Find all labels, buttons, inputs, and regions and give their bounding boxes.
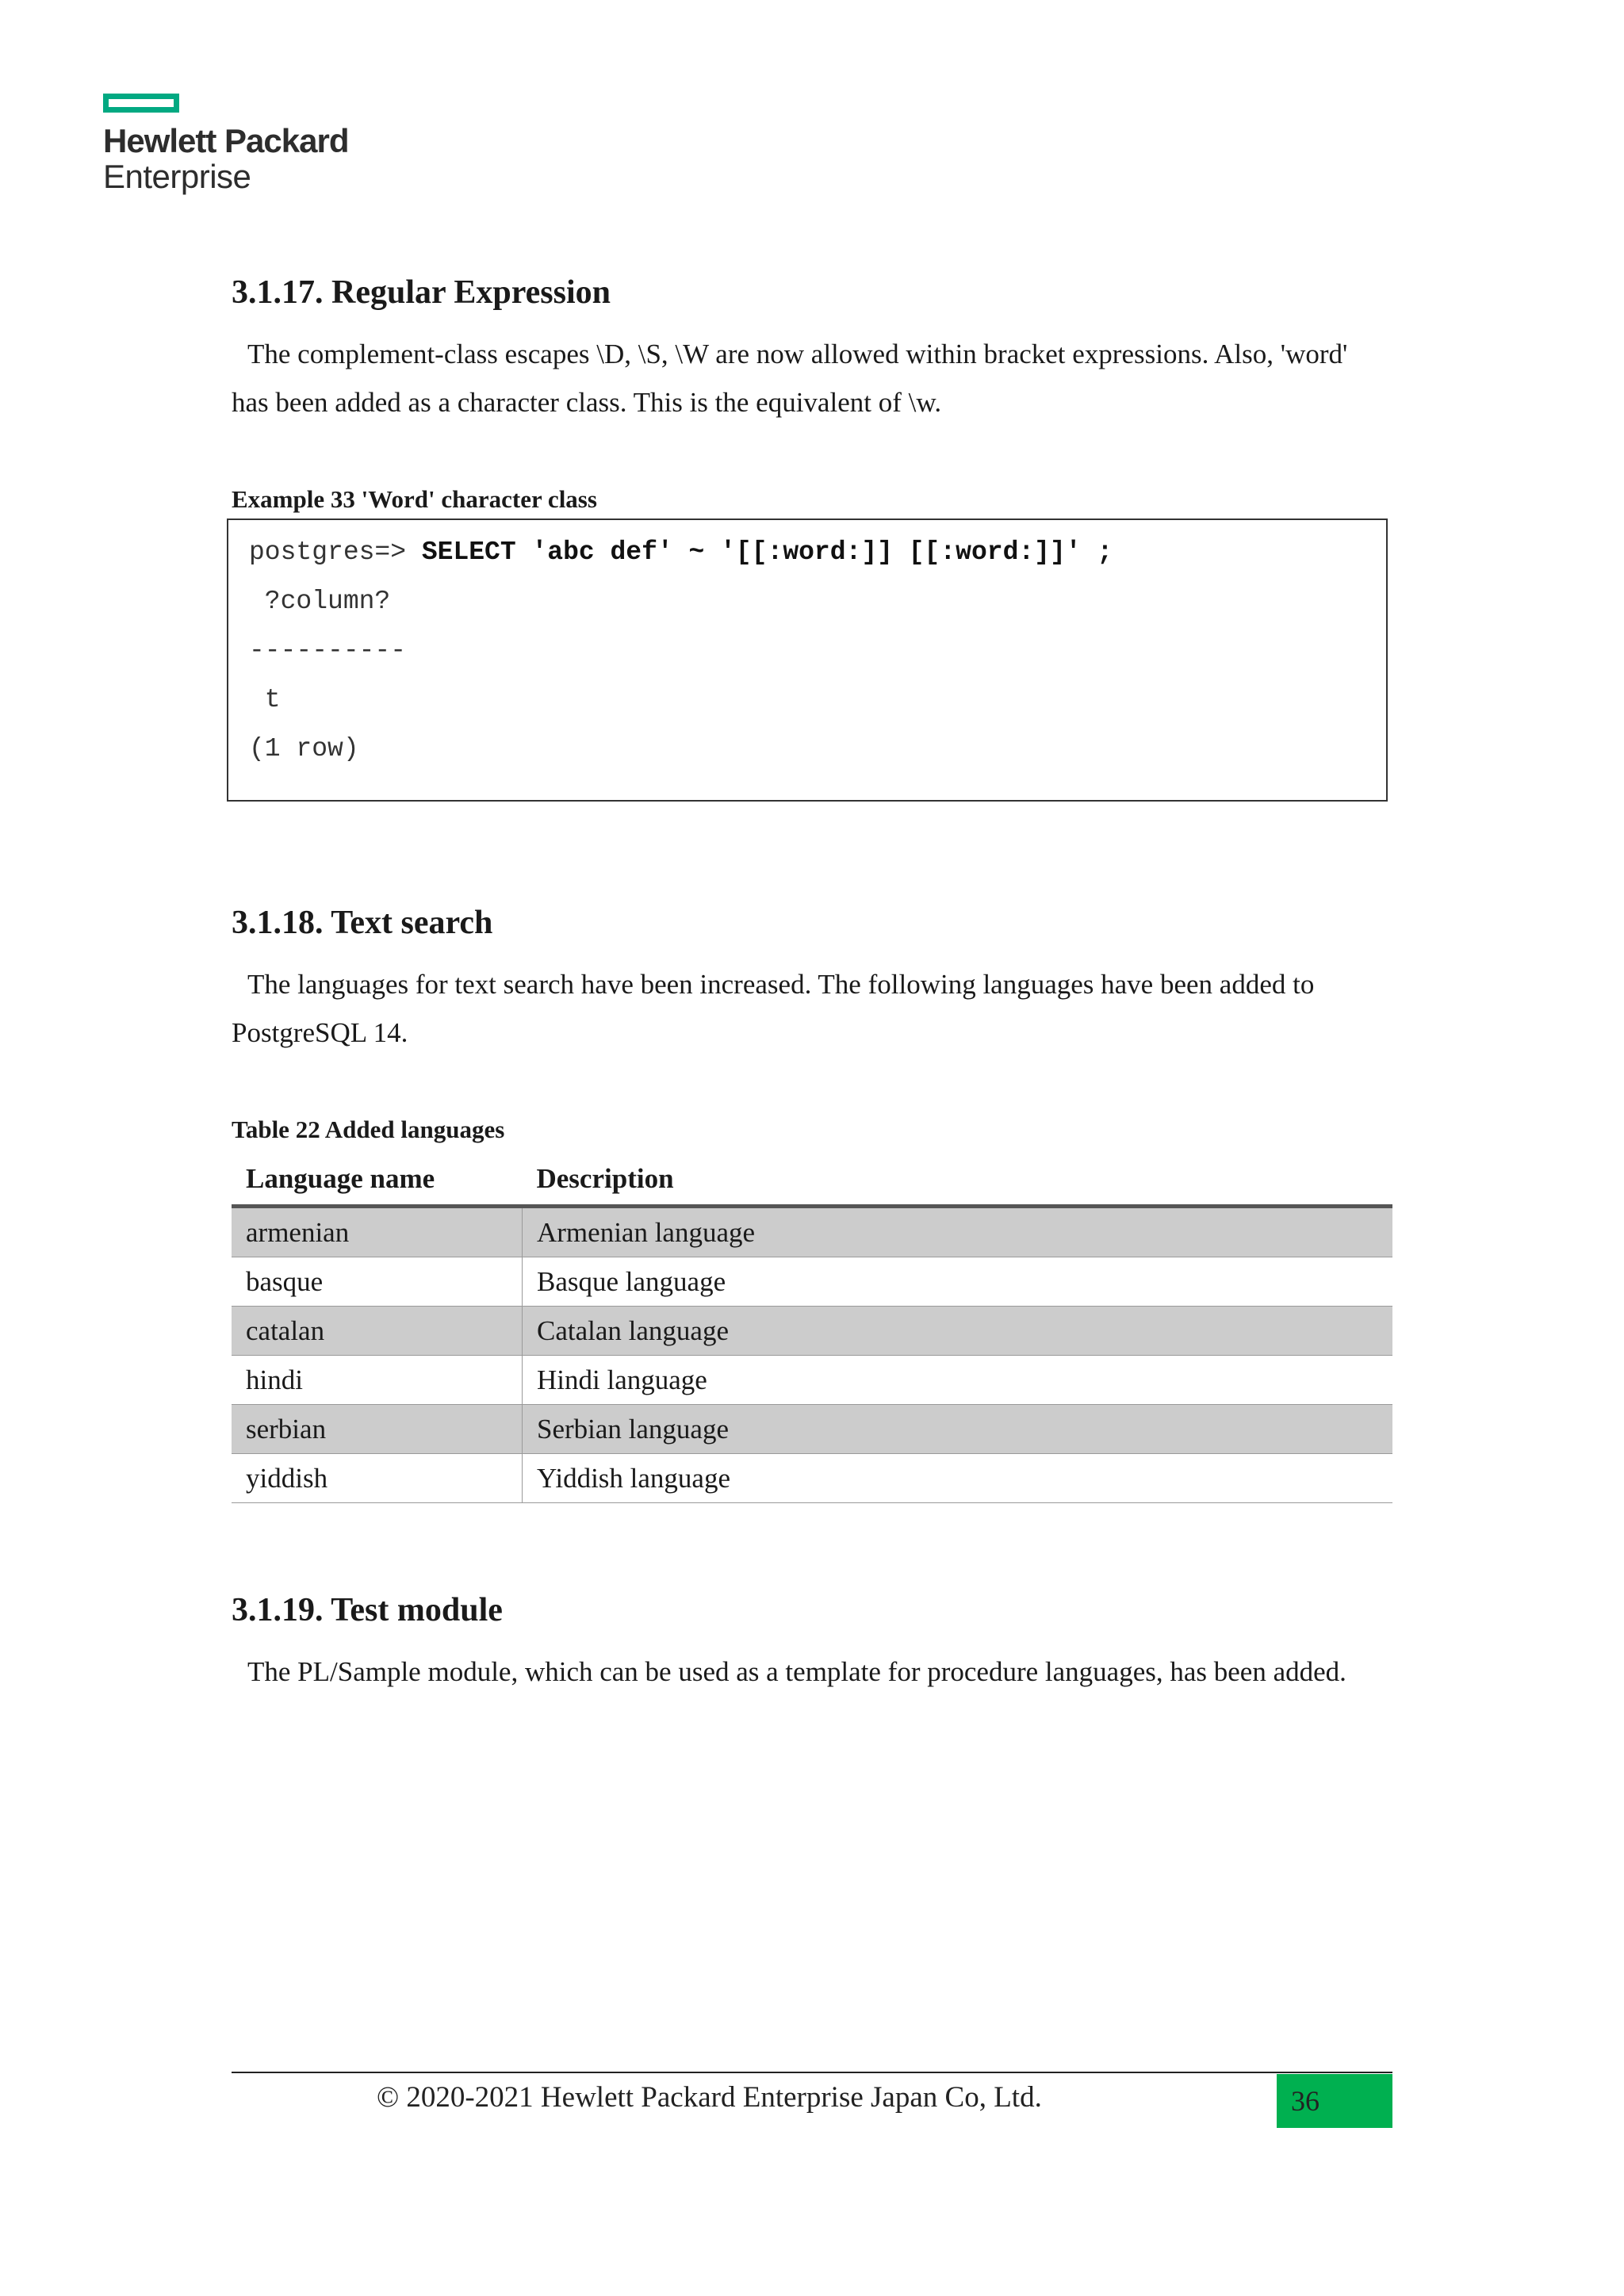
- description-cell: Basque language: [523, 1257, 1393, 1307]
- section-title-regex: 3.1.17. Regular Expression: [232, 274, 611, 311]
- table-header-row: [232, 1154, 1392, 1207]
- language-cell: serbian: [232, 1405, 523, 1454]
- regex-para-line1: The complement-class escapes \D, \S, \W are now allowed within bracket expressions. Also, 'word': [247, 339, 1348, 369]
- code-output-line: ?column?: [249, 587, 391, 616]
- regex-para-line2: has been added as a character class. This is the equivalent of \w.: [232, 387, 942, 418]
- regex-paragraph: [232, 330, 1397, 427]
- text-search-para-line1: The languages for text search have been increased. The following languages have been added to: [247, 969, 1315, 1000]
- text-search-para-line2: PostgreSQL 14.: [232, 1017, 408, 1048]
- section-title-test-module: 3.1.19. Test module: [232, 1592, 503, 1628]
- language-cell: yiddish: [232, 1454, 523, 1503]
- description-cell: Armenian language: [523, 1207, 1393, 1257]
- table-row: [232, 1405, 1392, 1454]
- code-output-line: t: [249, 685, 281, 714]
- code-prompt: postgres=>: [249, 538, 422, 567]
- example-caption: Example 33 'Word' character class: [232, 485, 597, 513]
- section-title-text-search: 3.1.18. Text search: [232, 905, 493, 941]
- description-cell: Hindi language: [523, 1356, 1393, 1405]
- code-output-line: ----------: [249, 636, 407, 665]
- hpe-logo: [103, 94, 348, 195]
- code-command: SELECT 'abc def' ~ '[[:word:]] [[:word:]]' ;: [421, 538, 1113, 567]
- footer-divider: [232, 2072, 1392, 2073]
- test-module-para: The PL/Sample module, which can be used as a template for procedure languages, has been added.: [247, 1656, 1346, 1687]
- table-row: [232, 1257, 1392, 1307]
- test-module-paragraph: [232, 1647, 1397, 1696]
- hpe-logo-mark: [103, 94, 179, 113]
- table-row: [232, 1454, 1392, 1503]
- language-cell: hindi: [232, 1356, 523, 1405]
- logo-line1: Hewlett Packard: [103, 122, 349, 159]
- table-row: [232, 1307, 1392, 1356]
- description-cell: Catalan language: [523, 1307, 1393, 1356]
- language-cell: basque: [232, 1257, 523, 1307]
- language-cell: catalan: [232, 1307, 523, 1356]
- description-cell: Serbian language: [523, 1405, 1393, 1454]
- table-caption: Table 22 Added languages: [232, 1115, 505, 1143]
- logo-line2: Enterprise: [103, 158, 251, 195]
- language-cell: armenian: [232, 1207, 523, 1257]
- languages-table: [232, 1154, 1392, 1503]
- table-row: [232, 1356, 1392, 1405]
- page-number: 36: [1277, 2074, 1392, 2128]
- column-header-description: Description: [523, 1154, 1393, 1207]
- code-example: [227, 519, 1388, 802]
- table-row: [232, 1207, 1392, 1257]
- code-output-line: (1 row): [249, 734, 359, 763]
- code-command-line: [249, 536, 1386, 585]
- description-cell: Yiddish language: [523, 1454, 1393, 1503]
- text-search-paragraph: [232, 960, 1397, 1057]
- footer-copyright: © 2020-2021 Hewlett Packard Enterprise Japan Co, Ltd.: [377, 2081, 1042, 2114]
- column-header-language: Language name: [232, 1154, 523, 1207]
